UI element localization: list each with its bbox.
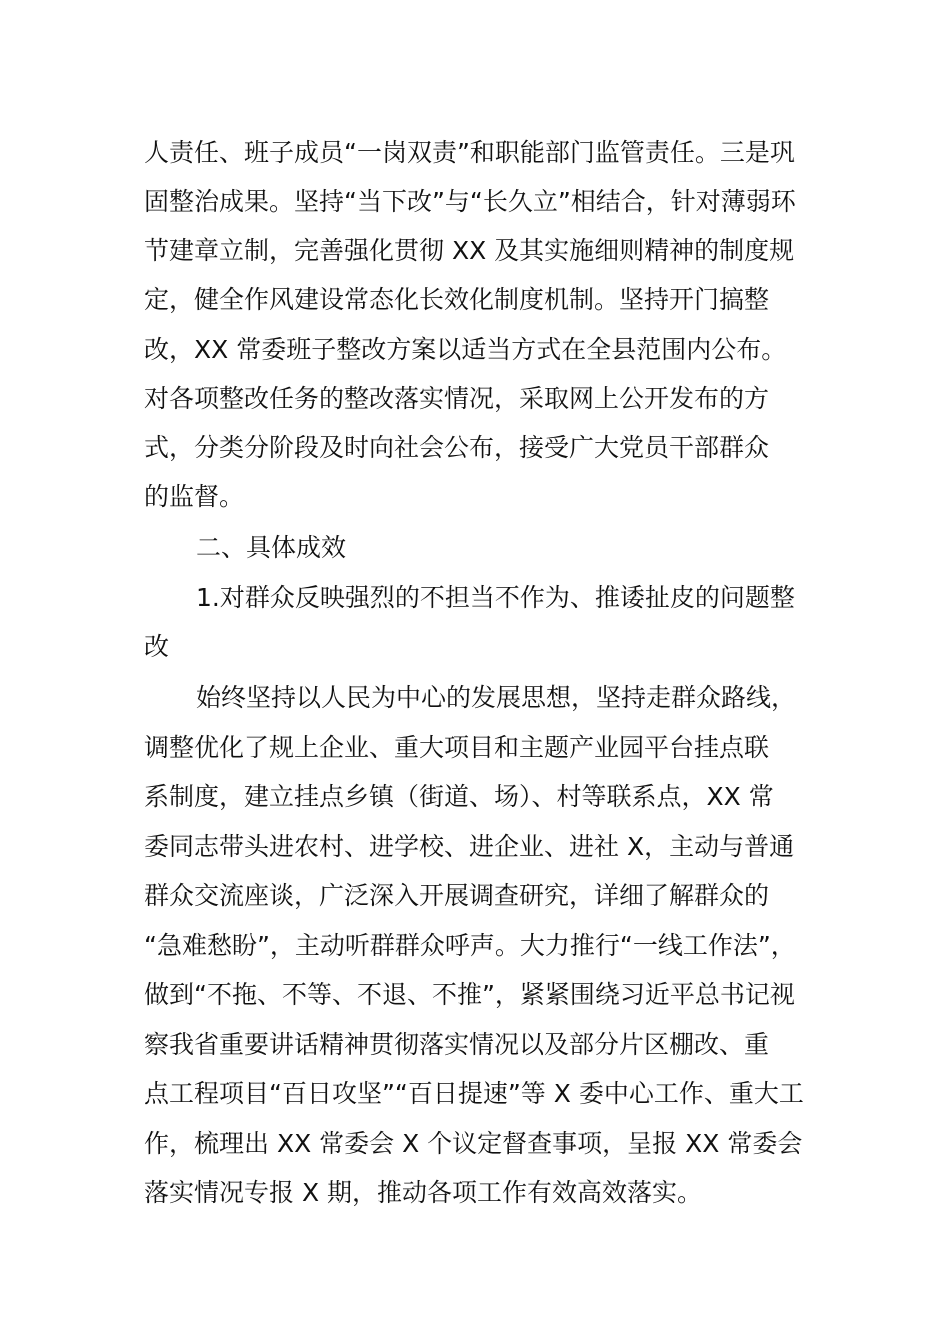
paragraph-line: 的监督。 — [144, 482, 245, 511]
section-heading: 二、具体成效 — [196, 533, 347, 562]
paragraph-line: 改，XX 常委班子整改方案以适当方式在全县范围内公布。 — [144, 335, 787, 364]
paragraph-line: 对各项整改任务的整改落实情况，采取网上公开发布的方 — [144, 384, 770, 413]
paragraph-line: 节建章立制，完善强化贯彻 XX 及其实施细则精神的制度规 — [144, 236, 795, 265]
subsection-heading: 1.对群众反映强烈的不担当不作为、推诿扯皮的问题整 — [196, 583, 795, 612]
paragraph-line: 察我省重要讲话精神贯彻落实情况以及部分片区棚改、重 — [144, 1030, 770, 1059]
subsection-heading-continuation: 改 — [144, 632, 170, 661]
paragraph-line: 作，梳理出 XX 常委会 X 个议定督查事项，呈报 XX 常委会 — [144, 1129, 803, 1158]
paragraph-line: 落实情况专报 X 期，推动各项工作有效高效落实。 — [144, 1178, 703, 1207]
paragraph-line: 固整治成果。坚持“当下改”与“长久立”相结合，针对薄弱环 — [144, 187, 796, 216]
paragraph-line: 委同志带头进农村、进学校、进企业、进社 X，主动与普通 — [144, 832, 795, 861]
paragraph-line: “急难愁盼”，主动听群群众呼声。大力推行“一线工作法”， — [144, 931, 796, 960]
paragraph-line: 点工程项目“百日攻坚”“百日提速”等 X 委中心工作、重大工 — [144, 1079, 804, 1108]
paragraph-line: 调整优化了规上企业、重大项目和主题产业园平台挂点联 — [144, 733, 770, 762]
paragraph-line: 定，健全作风建设常态化长效化制度机制。坚持开门搞整 — [144, 285, 770, 314]
paragraph-line: 人责任、班子成员“一岗双责”和职能部门监管责任。三是巩 — [144, 138, 795, 167]
paragraph-line: 群众交流座谈，广泛深入开展调查研究，详细了解群众的 — [144, 881, 770, 910]
paragraph-line: 系制度，建立挂点乡镇（街道、场）、村等联系点，XX 常 — [144, 782, 774, 811]
paragraph-line: 式，分类分阶段及时向社会公布，接受广大党员干部群众 — [144, 433, 770, 462]
paragraph-line: 始终坚持以人民为中心的发展思想，坚持走群众路线， — [196, 683, 797, 712]
paragraph-line: 做到“不拖、不等、不退、不推”，紧紧围绕习近平总书记视 — [144, 980, 795, 1009]
